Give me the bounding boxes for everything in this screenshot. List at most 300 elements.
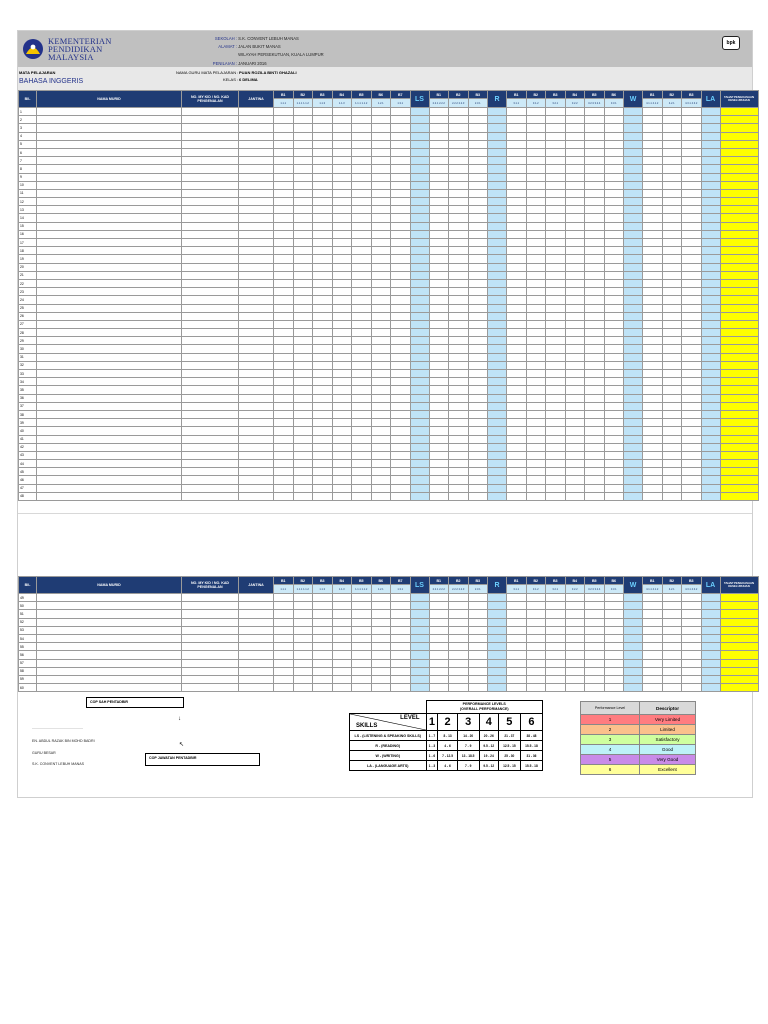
band-score-cell[interactable]: [643, 394, 663, 402]
band-score-cell[interactable]: [429, 468, 449, 476]
band-score-cell[interactable]: [662, 659, 682, 667]
band-score-cell[interactable]: [293, 643, 313, 651]
band-score-cell[interactable]: [352, 124, 372, 132]
band-score-cell[interactable]: [429, 214, 449, 222]
band-score-cell[interactable]: [526, 296, 546, 304]
band-score-cell[interactable]: [682, 634, 702, 642]
band-score-cell[interactable]: [546, 659, 566, 667]
band-score-cell[interactable]: [682, 214, 702, 222]
band-score-cell[interactable]: [682, 651, 702, 659]
band-score-cell[interactable]: [371, 214, 391, 222]
band-score-cell[interactable]: [604, 618, 624, 626]
band-score-cell[interactable]: [429, 435, 449, 443]
band-score-cell[interactable]: [313, 247, 333, 255]
mykid-cell[interactable]: [182, 651, 239, 659]
band-score-cell[interactable]: [391, 651, 411, 659]
band-score-cell[interactable]: [371, 304, 391, 312]
gender-cell[interactable]: [239, 402, 274, 410]
band-score-cell[interactable]: [391, 594, 411, 602]
band-score-cell[interactable]: [643, 419, 663, 427]
band-score-cell[interactable]: [682, 140, 702, 148]
band-score-cell[interactable]: [662, 602, 682, 610]
band-score-cell[interactable]: [449, 198, 469, 206]
band-score-cell[interactable]: [429, 634, 449, 642]
band-score-cell[interactable]: [391, 451, 411, 459]
band-score-cell[interactable]: [352, 353, 372, 361]
band-score-cell[interactable]: [604, 165, 624, 173]
band-score-cell[interactable]: [449, 296, 469, 304]
band-score-cell[interactable]: [643, 189, 663, 197]
band-score-cell[interactable]: [274, 157, 294, 165]
band-score-cell[interactable]: [449, 132, 469, 140]
band-score-cell[interactable]: [391, 427, 411, 435]
band-score-cell[interactable]: [585, 410, 605, 418]
band-score-cell[interactable]: [585, 329, 605, 337]
band-score-cell[interactable]: [604, 288, 624, 296]
gender-cell[interactable]: [239, 370, 274, 378]
gender-cell[interactable]: [239, 181, 274, 189]
band-score-cell[interactable]: [682, 602, 702, 610]
student-name-cell[interactable]: [37, 435, 182, 443]
band-score-cell[interactable]: [391, 296, 411, 304]
band-score-cell[interactable]: [313, 435, 333, 443]
band-score-cell[interactable]: [546, 675, 566, 683]
mykid-cell[interactable]: [182, 667, 239, 675]
band-score-cell[interactable]: [391, 484, 411, 492]
band-score-cell[interactable]: [604, 626, 624, 634]
band-score-cell[interactable]: [585, 132, 605, 140]
band-score-cell[interactable]: [352, 247, 372, 255]
band-score-cell[interactable]: [313, 602, 333, 610]
band-score-cell[interactable]: [526, 378, 546, 386]
band-score-cell[interactable]: [391, 618, 411, 626]
band-score-cell[interactable]: [352, 659, 372, 667]
band-score-cell[interactable]: [585, 675, 605, 683]
band-score-cell[interactable]: [352, 140, 372, 148]
band-score-cell[interactable]: [371, 386, 391, 394]
band-score-cell[interactable]: [332, 140, 352, 148]
band-score-cell[interactable]: [643, 165, 663, 173]
band-score-cell[interactable]: [546, 329, 566, 337]
band-score-cell[interactable]: [293, 124, 313, 132]
band-score-cell[interactable]: [565, 271, 585, 279]
band-score-cell[interactable]: [313, 337, 333, 345]
band-score-cell[interactable]: [643, 140, 663, 148]
band-score-cell[interactable]: [526, 140, 546, 148]
band-score-cell[interactable]: [449, 288, 469, 296]
gender-cell[interactable]: [239, 189, 274, 197]
band-score-cell[interactable]: [449, 329, 469, 337]
band-score-cell[interactable]: [293, 410, 313, 418]
band-score-cell[interactable]: [643, 320, 663, 328]
band-score-cell[interactable]: [449, 214, 469, 222]
band-score-cell[interactable]: [565, 451, 585, 459]
band-score-cell[interactable]: [468, 476, 488, 484]
band-score-cell[interactable]: [391, 304, 411, 312]
band-score-cell[interactable]: [293, 626, 313, 634]
band-score-cell[interactable]: [352, 222, 372, 230]
band-score-cell[interactable]: [332, 279, 352, 287]
band-score-cell[interactable]: [585, 247, 605, 255]
band-score-cell[interactable]: [468, 451, 488, 459]
student-name-cell[interactable]: [37, 386, 182, 394]
band-score-cell[interactable]: [293, 460, 313, 468]
mykid-cell[interactable]: [182, 288, 239, 296]
mykid-cell[interactable]: [182, 476, 239, 484]
band-score-cell[interactable]: [371, 198, 391, 206]
band-score-cell[interactable]: [604, 378, 624, 386]
band-score-cell[interactable]: [391, 320, 411, 328]
band-score-cell[interactable]: [662, 165, 682, 173]
band-score-cell[interactable]: [546, 181, 566, 189]
band-score-cell[interactable]: [449, 337, 469, 345]
gender-cell[interactable]: [239, 419, 274, 427]
band-score-cell[interactable]: [274, 492, 294, 500]
mykid-cell[interactable]: [182, 468, 239, 476]
band-score-cell[interactable]: [293, 378, 313, 386]
band-score-cell[interactable]: [565, 643, 585, 651]
band-score-cell[interactable]: [429, 124, 449, 132]
band-score-cell[interactable]: [507, 378, 527, 386]
student-name-cell[interactable]: [37, 370, 182, 378]
band-score-cell[interactable]: [565, 602, 585, 610]
band-score-cell[interactable]: [604, 124, 624, 132]
band-score-cell[interactable]: [293, 337, 313, 345]
band-score-cell[interactable]: [585, 148, 605, 156]
band-score-cell[interactable]: [449, 460, 469, 468]
band-score-cell[interactable]: [585, 140, 605, 148]
band-score-cell[interactable]: [468, 427, 488, 435]
band-score-cell[interactable]: [662, 157, 682, 165]
band-score-cell[interactable]: [546, 410, 566, 418]
gender-cell[interactable]: [239, 296, 274, 304]
band-score-cell[interactable]: [585, 492, 605, 500]
band-score-cell[interactable]: [313, 460, 333, 468]
band-score-cell[interactable]: [643, 214, 663, 222]
band-score-cell[interactable]: [585, 667, 605, 675]
mykid-cell[interactable]: [182, 618, 239, 626]
band-score-cell[interactable]: [332, 618, 352, 626]
band-score-cell[interactable]: [391, 279, 411, 287]
band-score-cell[interactable]: [429, 659, 449, 667]
band-score-cell[interactable]: [468, 361, 488, 369]
band-score-cell[interactable]: [604, 435, 624, 443]
band-score-cell[interactable]: [468, 460, 488, 468]
band-score-cell[interactable]: [662, 279, 682, 287]
band-score-cell[interactable]: [313, 271, 333, 279]
band-score-cell[interactable]: [391, 370, 411, 378]
band-score-cell[interactable]: [371, 651, 391, 659]
band-score-cell[interactable]: [526, 148, 546, 156]
band-score-cell[interactable]: [274, 667, 294, 675]
band-score-cell[interactable]: [313, 296, 333, 304]
band-score-cell[interactable]: [468, 353, 488, 361]
band-score-cell[interactable]: [526, 476, 546, 484]
band-score-cell[interactable]: [274, 451, 294, 459]
band-score-cell[interactable]: [662, 116, 682, 124]
gender-cell[interactable]: [239, 157, 274, 165]
band-score-cell[interactable]: [391, 271, 411, 279]
band-score-cell[interactable]: [507, 402, 527, 410]
band-score-cell[interactable]: [449, 610, 469, 618]
band-score-cell[interactable]: [526, 594, 546, 602]
band-score-cell[interactable]: [274, 255, 294, 263]
band-score-cell[interactable]: [429, 370, 449, 378]
band-score-cell[interactable]: [585, 361, 605, 369]
mykid-cell[interactable]: [182, 427, 239, 435]
band-score-cell[interactable]: [429, 181, 449, 189]
band-score-cell[interactable]: [662, 214, 682, 222]
band-score-cell[interactable]: [468, 288, 488, 296]
band-score-cell[interactable]: [332, 124, 352, 132]
band-score-cell[interactable]: [429, 337, 449, 345]
band-score-cell[interactable]: [546, 476, 566, 484]
band-score-cell[interactable]: [293, 329, 313, 337]
band-score-cell[interactable]: [526, 337, 546, 345]
band-score-cell[interactable]: [662, 132, 682, 140]
band-score-cell[interactable]: [352, 279, 372, 287]
band-score-cell[interactable]: [352, 255, 372, 263]
band-score-cell[interactable]: [565, 263, 585, 271]
band-score-cell[interactable]: [332, 394, 352, 402]
band-score-cell[interactable]: [565, 198, 585, 206]
band-score-cell[interactable]: [274, 198, 294, 206]
band-score-cell[interactable]: [585, 443, 605, 451]
band-score-cell[interactable]: [332, 634, 352, 642]
band-score-cell[interactable]: [604, 353, 624, 361]
band-score-cell[interactable]: [565, 492, 585, 500]
student-name-cell[interactable]: [37, 419, 182, 427]
band-score-cell[interactable]: [313, 361, 333, 369]
band-score-cell[interactable]: [662, 239, 682, 247]
band-score-cell[interactable]: [429, 206, 449, 214]
band-score-cell[interactable]: [546, 214, 566, 222]
band-score-cell[interactable]: [662, 108, 682, 116]
band-score-cell[interactable]: [449, 643, 469, 651]
gender-cell[interactable]: [239, 255, 274, 263]
band-score-cell[interactable]: [371, 140, 391, 148]
band-score-cell[interactable]: [682, 108, 702, 116]
band-score-cell[interactable]: [332, 386, 352, 394]
band-score-cell[interactable]: [526, 288, 546, 296]
band-score-cell[interactable]: [546, 353, 566, 361]
band-score-cell[interactable]: [507, 124, 527, 132]
band-score-cell[interactable]: [429, 239, 449, 247]
band-score-cell[interactable]: [585, 468, 605, 476]
band-score-cell[interactable]: [293, 427, 313, 435]
band-score-cell[interactable]: [391, 181, 411, 189]
band-score-cell[interactable]: [662, 181, 682, 189]
band-score-cell[interactable]: [546, 288, 566, 296]
band-score-cell[interactable]: [643, 626, 663, 634]
gender-cell[interactable]: [239, 684, 274, 692]
band-score-cell[interactable]: [391, 460, 411, 468]
band-score-cell[interactable]: [526, 370, 546, 378]
mykid-cell[interactable]: [182, 320, 239, 328]
gender-cell[interactable]: [239, 329, 274, 337]
band-score-cell[interactable]: [643, 361, 663, 369]
student-name-cell[interactable]: [37, 132, 182, 140]
band-score-cell[interactable]: [449, 140, 469, 148]
band-score-cell[interactable]: [468, 255, 488, 263]
band-score-cell[interactable]: [293, 263, 313, 271]
band-score-cell[interactable]: [449, 271, 469, 279]
band-score-cell[interactable]: [585, 263, 605, 271]
band-score-cell[interactable]: [449, 247, 469, 255]
band-score-cell[interactable]: [391, 132, 411, 140]
band-score-cell[interactable]: [274, 435, 294, 443]
mykid-cell[interactable]: [182, 116, 239, 124]
band-score-cell[interactable]: [585, 618, 605, 626]
band-score-cell[interactable]: [293, 296, 313, 304]
band-score-cell[interactable]: [391, 361, 411, 369]
gender-cell[interactable]: [239, 337, 274, 345]
band-score-cell[interactable]: [313, 263, 333, 271]
band-score-cell[interactable]: [546, 435, 566, 443]
band-score-cell[interactable]: [643, 667, 663, 675]
band-score-cell[interactable]: [352, 610, 372, 618]
band-score-cell[interactable]: [526, 239, 546, 247]
band-score-cell[interactable]: [546, 239, 566, 247]
band-score-cell[interactable]: [313, 124, 333, 132]
band-score-cell[interactable]: [662, 410, 682, 418]
band-score-cell[interactable]: [526, 684, 546, 692]
band-score-cell[interactable]: [332, 214, 352, 222]
mykid-cell[interactable]: [182, 394, 239, 402]
band-score-cell[interactable]: [293, 402, 313, 410]
band-score-cell[interactable]: [391, 173, 411, 181]
gender-cell[interactable]: [239, 206, 274, 214]
band-score-cell[interactable]: [468, 410, 488, 418]
band-score-cell[interactable]: [565, 148, 585, 156]
band-score-cell[interactable]: [371, 643, 391, 651]
band-score-cell[interactable]: [313, 255, 333, 263]
band-score-cell[interactable]: [585, 198, 605, 206]
band-score-cell[interactable]: [604, 386, 624, 394]
band-score-cell[interactable]: [662, 451, 682, 459]
band-score-cell[interactable]: [293, 230, 313, 238]
band-score-cell[interactable]: [371, 476, 391, 484]
band-score-cell[interactable]: [526, 124, 546, 132]
band-score-cell[interactable]: [546, 345, 566, 353]
mykid-cell[interactable]: [182, 402, 239, 410]
band-score-cell[interactable]: [585, 476, 605, 484]
student-name-cell[interactable]: [37, 214, 182, 222]
band-score-cell[interactable]: [682, 157, 702, 165]
band-score-cell[interactable]: [682, 675, 702, 683]
gender-cell[interactable]: [239, 610, 274, 618]
band-score-cell[interactable]: [682, 255, 702, 263]
band-score-cell[interactable]: [565, 279, 585, 287]
band-score-cell[interactable]: [332, 353, 352, 361]
band-score-cell[interactable]: [526, 263, 546, 271]
band-score-cell[interactable]: [585, 602, 605, 610]
band-score-cell[interactable]: [604, 230, 624, 238]
band-score-cell[interactable]: [313, 198, 333, 206]
band-score-cell[interactable]: [546, 594, 566, 602]
band-score-cell[interactable]: [371, 378, 391, 386]
student-name-cell[interactable]: [37, 296, 182, 304]
band-score-cell[interactable]: [429, 684, 449, 692]
band-score-cell[interactable]: [507, 667, 527, 675]
band-score-cell[interactable]: [682, 296, 702, 304]
band-score-cell[interactable]: [391, 419, 411, 427]
band-score-cell[interactable]: [274, 370, 294, 378]
band-score-cell[interactable]: [449, 675, 469, 683]
band-score-cell[interactable]: [468, 651, 488, 659]
band-score-cell[interactable]: [526, 643, 546, 651]
band-score-cell[interactable]: [662, 361, 682, 369]
band-score-cell[interactable]: [332, 651, 352, 659]
band-score-cell[interactable]: [643, 132, 663, 140]
band-score-cell[interactable]: [352, 189, 372, 197]
band-score-cell[interactable]: [546, 468, 566, 476]
band-score-cell[interactable]: [449, 222, 469, 230]
band-score-cell[interactable]: [468, 667, 488, 675]
band-score-cell[interactable]: [391, 386, 411, 394]
band-score-cell[interactable]: [662, 460, 682, 468]
band-score-cell[interactable]: [662, 443, 682, 451]
band-score-cell[interactable]: [585, 659, 605, 667]
band-score-cell[interactable]: [391, 353, 411, 361]
gender-cell[interactable]: [239, 132, 274, 140]
band-score-cell[interactable]: [468, 370, 488, 378]
band-score-cell[interactable]: [526, 108, 546, 116]
band-score-cell[interactable]: [526, 626, 546, 634]
mykid-cell[interactable]: [182, 345, 239, 353]
band-score-cell[interactable]: [585, 181, 605, 189]
band-score-cell[interactable]: [293, 288, 313, 296]
band-score-cell[interactable]: [352, 468, 372, 476]
band-score-cell[interactable]: [468, 329, 488, 337]
band-score-cell[interactable]: [585, 451, 605, 459]
band-score-cell[interactable]: [662, 320, 682, 328]
gender-cell[interactable]: [239, 626, 274, 634]
band-score-cell[interactable]: [604, 402, 624, 410]
student-name-cell[interactable]: [37, 189, 182, 197]
band-score-cell[interactable]: [274, 222, 294, 230]
band-score-cell[interactable]: [352, 116, 372, 124]
band-score-cell[interactable]: [604, 643, 624, 651]
gender-cell[interactable]: [239, 140, 274, 148]
mykid-cell[interactable]: [182, 451, 239, 459]
band-score-cell[interactable]: [507, 675, 527, 683]
band-score-cell[interactable]: [274, 304, 294, 312]
band-score-cell[interactable]: [565, 659, 585, 667]
mykid-cell[interactable]: [182, 484, 239, 492]
band-score-cell[interactable]: [313, 320, 333, 328]
student-name-cell[interactable]: [37, 279, 182, 287]
band-score-cell[interactable]: [391, 124, 411, 132]
band-score-cell[interactable]: [429, 116, 449, 124]
band-score-cell[interactable]: [293, 239, 313, 247]
band-score-cell[interactable]: [507, 255, 527, 263]
band-score-cell[interactable]: [468, 116, 488, 124]
band-score-cell[interactable]: [391, 443, 411, 451]
mykid-cell[interactable]: [182, 329, 239, 337]
band-score-cell[interactable]: [313, 468, 333, 476]
band-score-cell[interactable]: [682, 370, 702, 378]
mykid-cell[interactable]: [182, 643, 239, 651]
band-score-cell[interactable]: [546, 386, 566, 394]
gender-cell[interactable]: [239, 165, 274, 173]
band-score-cell[interactable]: [332, 370, 352, 378]
band-score-cell[interactable]: [352, 181, 372, 189]
band-score-cell[interactable]: [507, 476, 527, 484]
student-name-cell[interactable]: [37, 675, 182, 683]
band-score-cell[interactable]: [274, 124, 294, 132]
student-name-cell[interactable]: [37, 124, 182, 132]
